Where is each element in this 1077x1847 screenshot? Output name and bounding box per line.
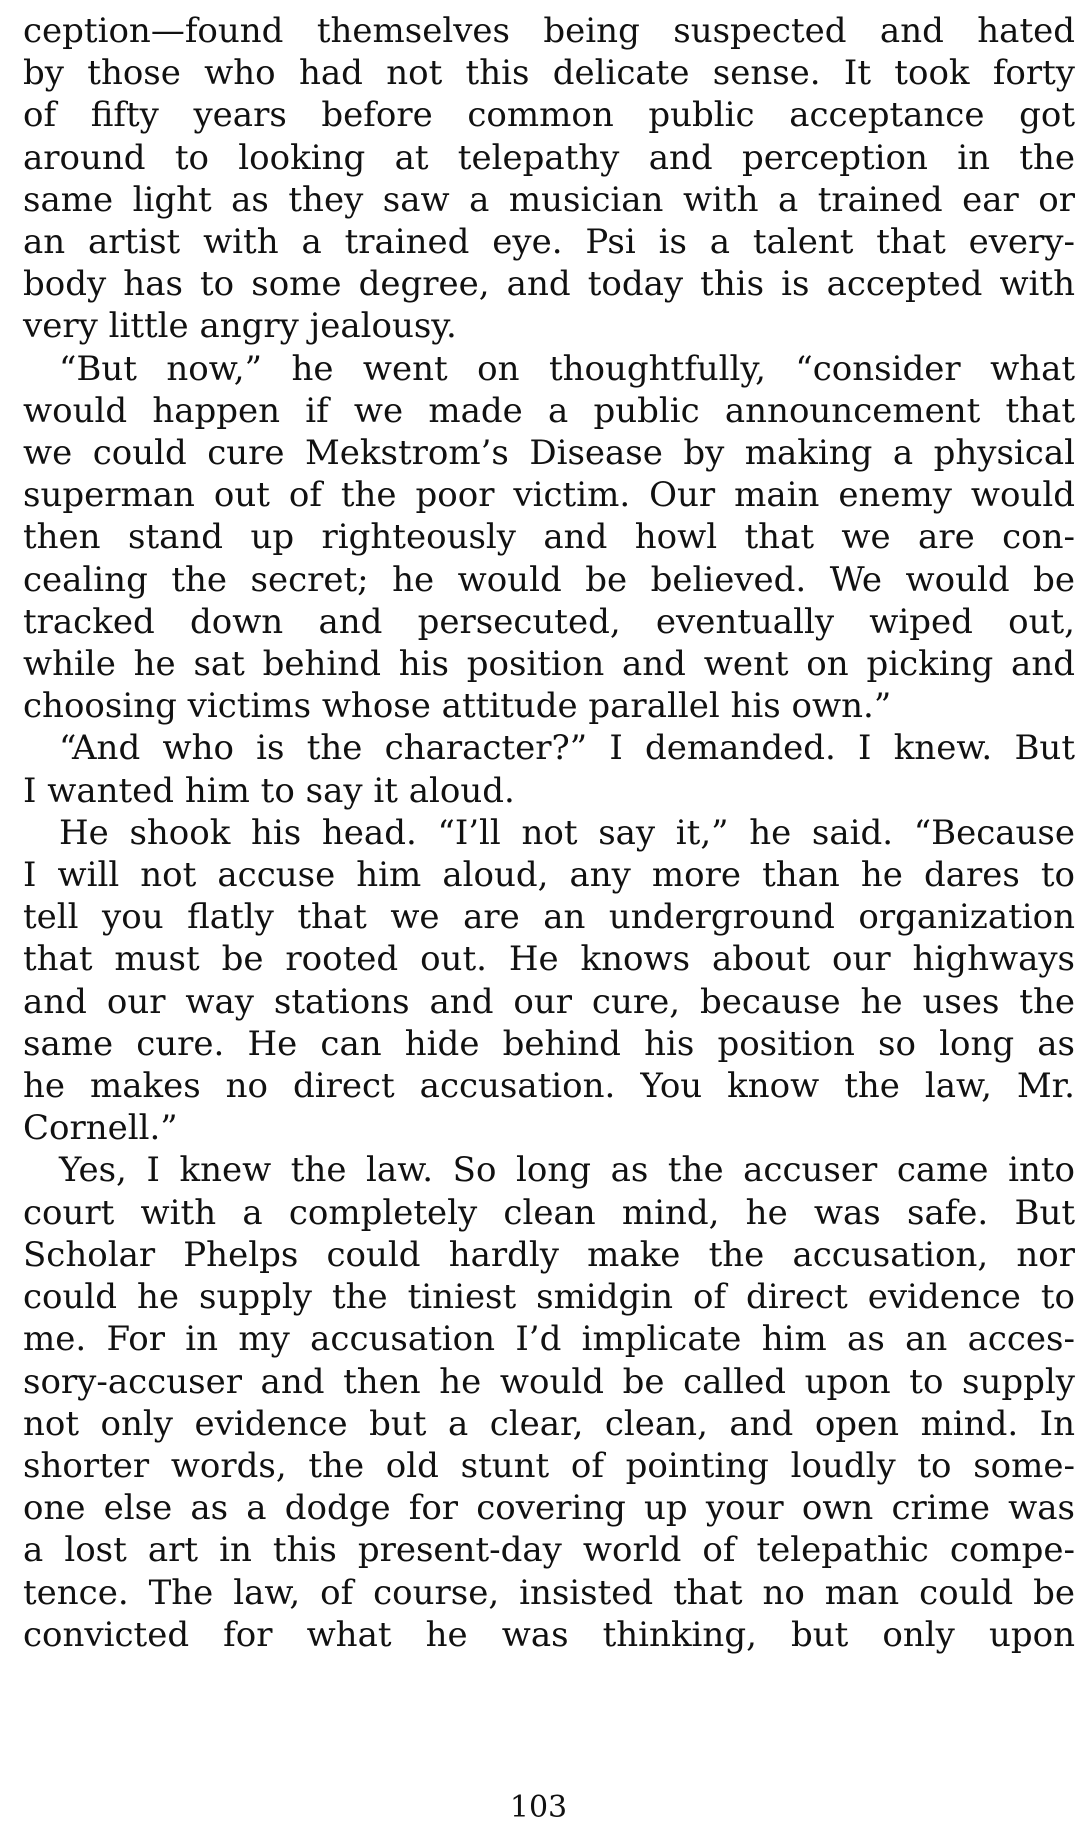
paragraph-2 [23, 348, 1075, 728]
text-line: same light as they saw a musician with a trained ear or [23, 179, 1075, 220]
text-line: we could cure Mekstrom’s Disease by making a physical [23, 433, 1075, 474]
text-line: by those who had not this delicate sense. It took forty [23, 53, 1075, 94]
text-line: body has to some degree, and today this is accepted with [23, 264, 1075, 305]
text-line: and our way stations and our cure, because he uses the [23, 981, 1075, 1022]
text-line: Yes, I knew the law. So long as the accuser came into [59, 1150, 1075, 1191]
text-line: cealing the secret; he would be believed. We would be [23, 559, 1075, 600]
text-line: “And who is the character?” I demanded. I knew. But [59, 728, 1075, 769]
text-line: court with a completely clean mind, he was safe. But [23, 1192, 1075, 1233]
paragraph-5 [23, 1149, 1075, 1655]
text-line: that must be rooted out. He knows about our highways [23, 939, 1075, 980]
text-line: choosing victims whose attitude parallel his own.” [23, 686, 892, 727]
text-line: then stand up righteously and howl that we are con- [23, 517, 1075, 558]
paragraph-3 [23, 727, 1075, 811]
text-line: an artist with a trained eye. Psi is a talent that every- [23, 222, 1075, 263]
text-line: very little angry jealousy. [23, 306, 457, 347]
text-line: tence. The law, of course, insisted that no man could be [23, 1572, 1075, 1613]
text-line: I will not accuse him aloud, any more than he dares to [23, 855, 1075, 896]
text-line: Scholar Phelps could hardly make the accusation, nor [23, 1234, 1075, 1275]
text-line: he makes no direct accusation. You know the law, Mr. [23, 1066, 1075, 1107]
paragraph-4 [23, 812, 1075, 1150]
text-line: convicted for what he was thinking, but only upon [23, 1614, 1075, 1655]
text-line: tracked down and persecuted, eventually wiped out, [23, 601, 1075, 642]
text-line: I wanted him to say it aloud. [23, 770, 515, 811]
text-line: would happen if we made a public announcement that [23, 390, 1075, 431]
text-line: superman out of the poor victim. Our main enemy would [23, 475, 1075, 516]
text-line: sory-accuser and then he would be called upon to supply [23, 1361, 1075, 1402]
text-line: one else as a dodge for covering up your own crime was [23, 1488, 1075, 1529]
text-line: ception—found themselves being suspected and hated [23, 11, 1075, 51]
body-text [23, 10, 1075, 1656]
text-line: a lost art in this present-day world of telepathic compe- [23, 1530, 1075, 1571]
text-line: while he sat behind his position and went on picking and [23, 644, 1075, 685]
text-line: of fifty years before common public acceptance got [23, 95, 1075, 136]
text-line: me. For in my accusation I’d implicate him as an acces- [23, 1319, 1075, 1360]
text-line: tell you flatly that we are an underground organization [23, 897, 1075, 938]
text-line: same cure. He can hide behind his position so long as [23, 1023, 1075, 1064]
text-line: not only evidence but a clear, clean, and open mind. In [23, 1403, 1075, 1444]
text-line: shorter words, the old stunt of pointing loudly to some- [23, 1445, 1075, 1486]
text-line: around to looking at telepathy and perception in the [23, 137, 1075, 178]
text-line: He shook his head. “I’ll not say it,” he said. “Because [59, 812, 1075, 853]
text-line: could he supply the tiniest smidgin of direct evidence to [23, 1277, 1075, 1318]
text-line: “But now,” he went on thoughtfully, “consider what [59, 348, 1075, 389]
page-number: 103 [509, 1790, 568, 1825]
text-line: Cornell.” [23, 1108, 178, 1149]
paragraph-1 [23, 10, 1075, 348]
